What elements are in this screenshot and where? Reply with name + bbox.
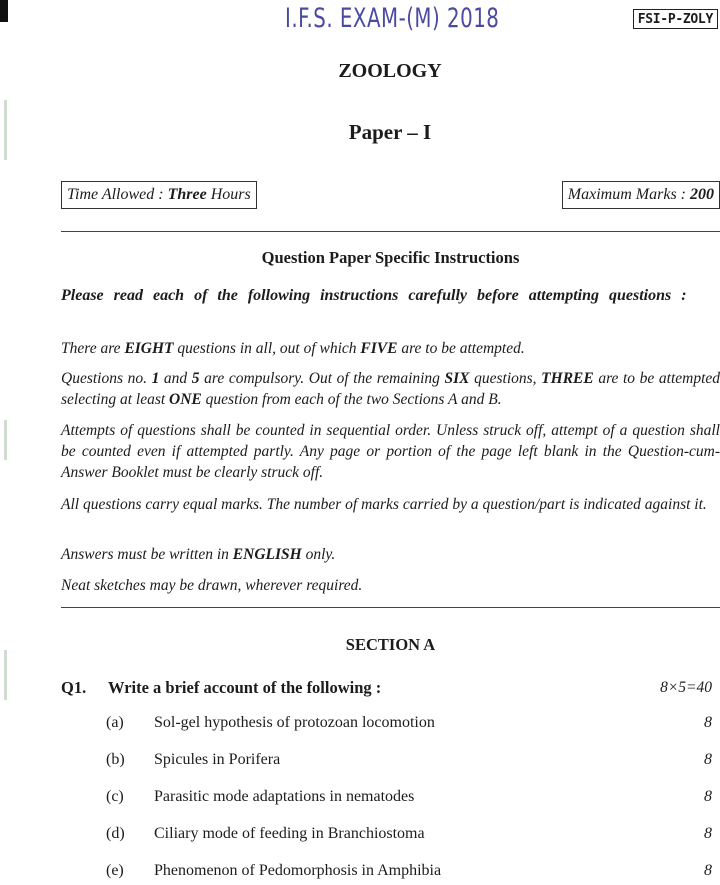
instruction-paragraph: Neat sketches may be drawn, wherever required. bbox=[61, 577, 363, 594]
question-number: Q1. bbox=[61, 678, 87, 697]
part-text: Parasitic mode adaptations in nematodes bbox=[154, 788, 415, 805]
instruction-paragraph: Answers must be written in ENGLISH only. bbox=[61, 546, 336, 563]
instruction-paragraph: All questions carry equal marks. The number of marks carried by a question/part is indicated against it. bbox=[61, 496, 707, 513]
maximum-marks-box: Maximum Marks : 200 bbox=[562, 181, 720, 209]
part-text: Phenomenon of Pedomorphosis in Amphibia bbox=[154, 862, 442, 879]
scan-edge-mark bbox=[0, 0, 8, 22]
question-part bbox=[0, 751, 720, 773]
paper-title: Paper – I bbox=[348, 120, 432, 144]
part-label: (d) bbox=[106, 825, 125, 842]
instructions-heading: Question Paper Specific Instructions bbox=[261, 248, 520, 267]
scan-edge-mark bbox=[4, 420, 7, 460]
part-label: (b) bbox=[106, 751, 125, 768]
question-part bbox=[0, 714, 720, 736]
question-part bbox=[0, 788, 720, 810]
question-part bbox=[0, 862, 720, 884]
part-marks: 8 bbox=[704, 714, 712, 731]
section-title: SECTION A bbox=[345, 635, 436, 654]
part-label: (e) bbox=[106, 862, 124, 879]
part-marks: 8 bbox=[704, 751, 712, 768]
divider bbox=[61, 607, 720, 608]
part-text: Ciliary mode of feeding in Branchiostoma bbox=[154, 825, 425, 842]
part-text: Spicules in Porifera bbox=[154, 751, 281, 768]
scan-edge-mark bbox=[4, 650, 7, 700]
question-part bbox=[0, 825, 720, 847]
part-marks: 8 bbox=[704, 788, 712, 805]
question-text: Write a brief account of the following : bbox=[108, 678, 382, 697]
question-marks: 8×5=40 bbox=[660, 679, 712, 696]
subject-title: ZOOLOGY bbox=[338, 60, 442, 82]
instruction-paragraph: There are EIGHT questions in all, out of which FIVE are to be attempted. bbox=[61, 340, 525, 357]
part-label: (a) bbox=[106, 714, 124, 731]
instructions-intro: Please read each of the following instructions carefully before attempting questions : bbox=[61, 287, 687, 304]
exam-stamp: I.F.S. EXAM-(M) 2018 bbox=[285, 4, 500, 34]
paper-code: FSI-P-ZOLY bbox=[633, 9, 718, 29]
instruction-paragraph: Questions no. 1 and 5 are compulsory. Out of the remaining SIX questions, THREE are to be attempted selecting at least ONE question from each of the two Sections A and B. bbox=[61, 370, 720, 408]
part-marks: 8 bbox=[704, 862, 712, 879]
part-label: (c) bbox=[106, 788, 124, 805]
divider bbox=[61, 231, 720, 232]
time-allowed-box: Time Allowed : Three Hours bbox=[61, 181, 257, 209]
part-marks: 8 bbox=[704, 825, 712, 842]
instruction-paragraph: Attempts of questions shall be counted in sequential order. Unless struck off, attempt of a question shall be counted even if attempted partly. Any page or portion of the page left blank in the Question-cum-Answer Booklet must be clearly struck off. bbox=[61, 422, 720, 481]
part-text: Sol-gel hypothesis of protozoan locomotion bbox=[154, 714, 435, 731]
